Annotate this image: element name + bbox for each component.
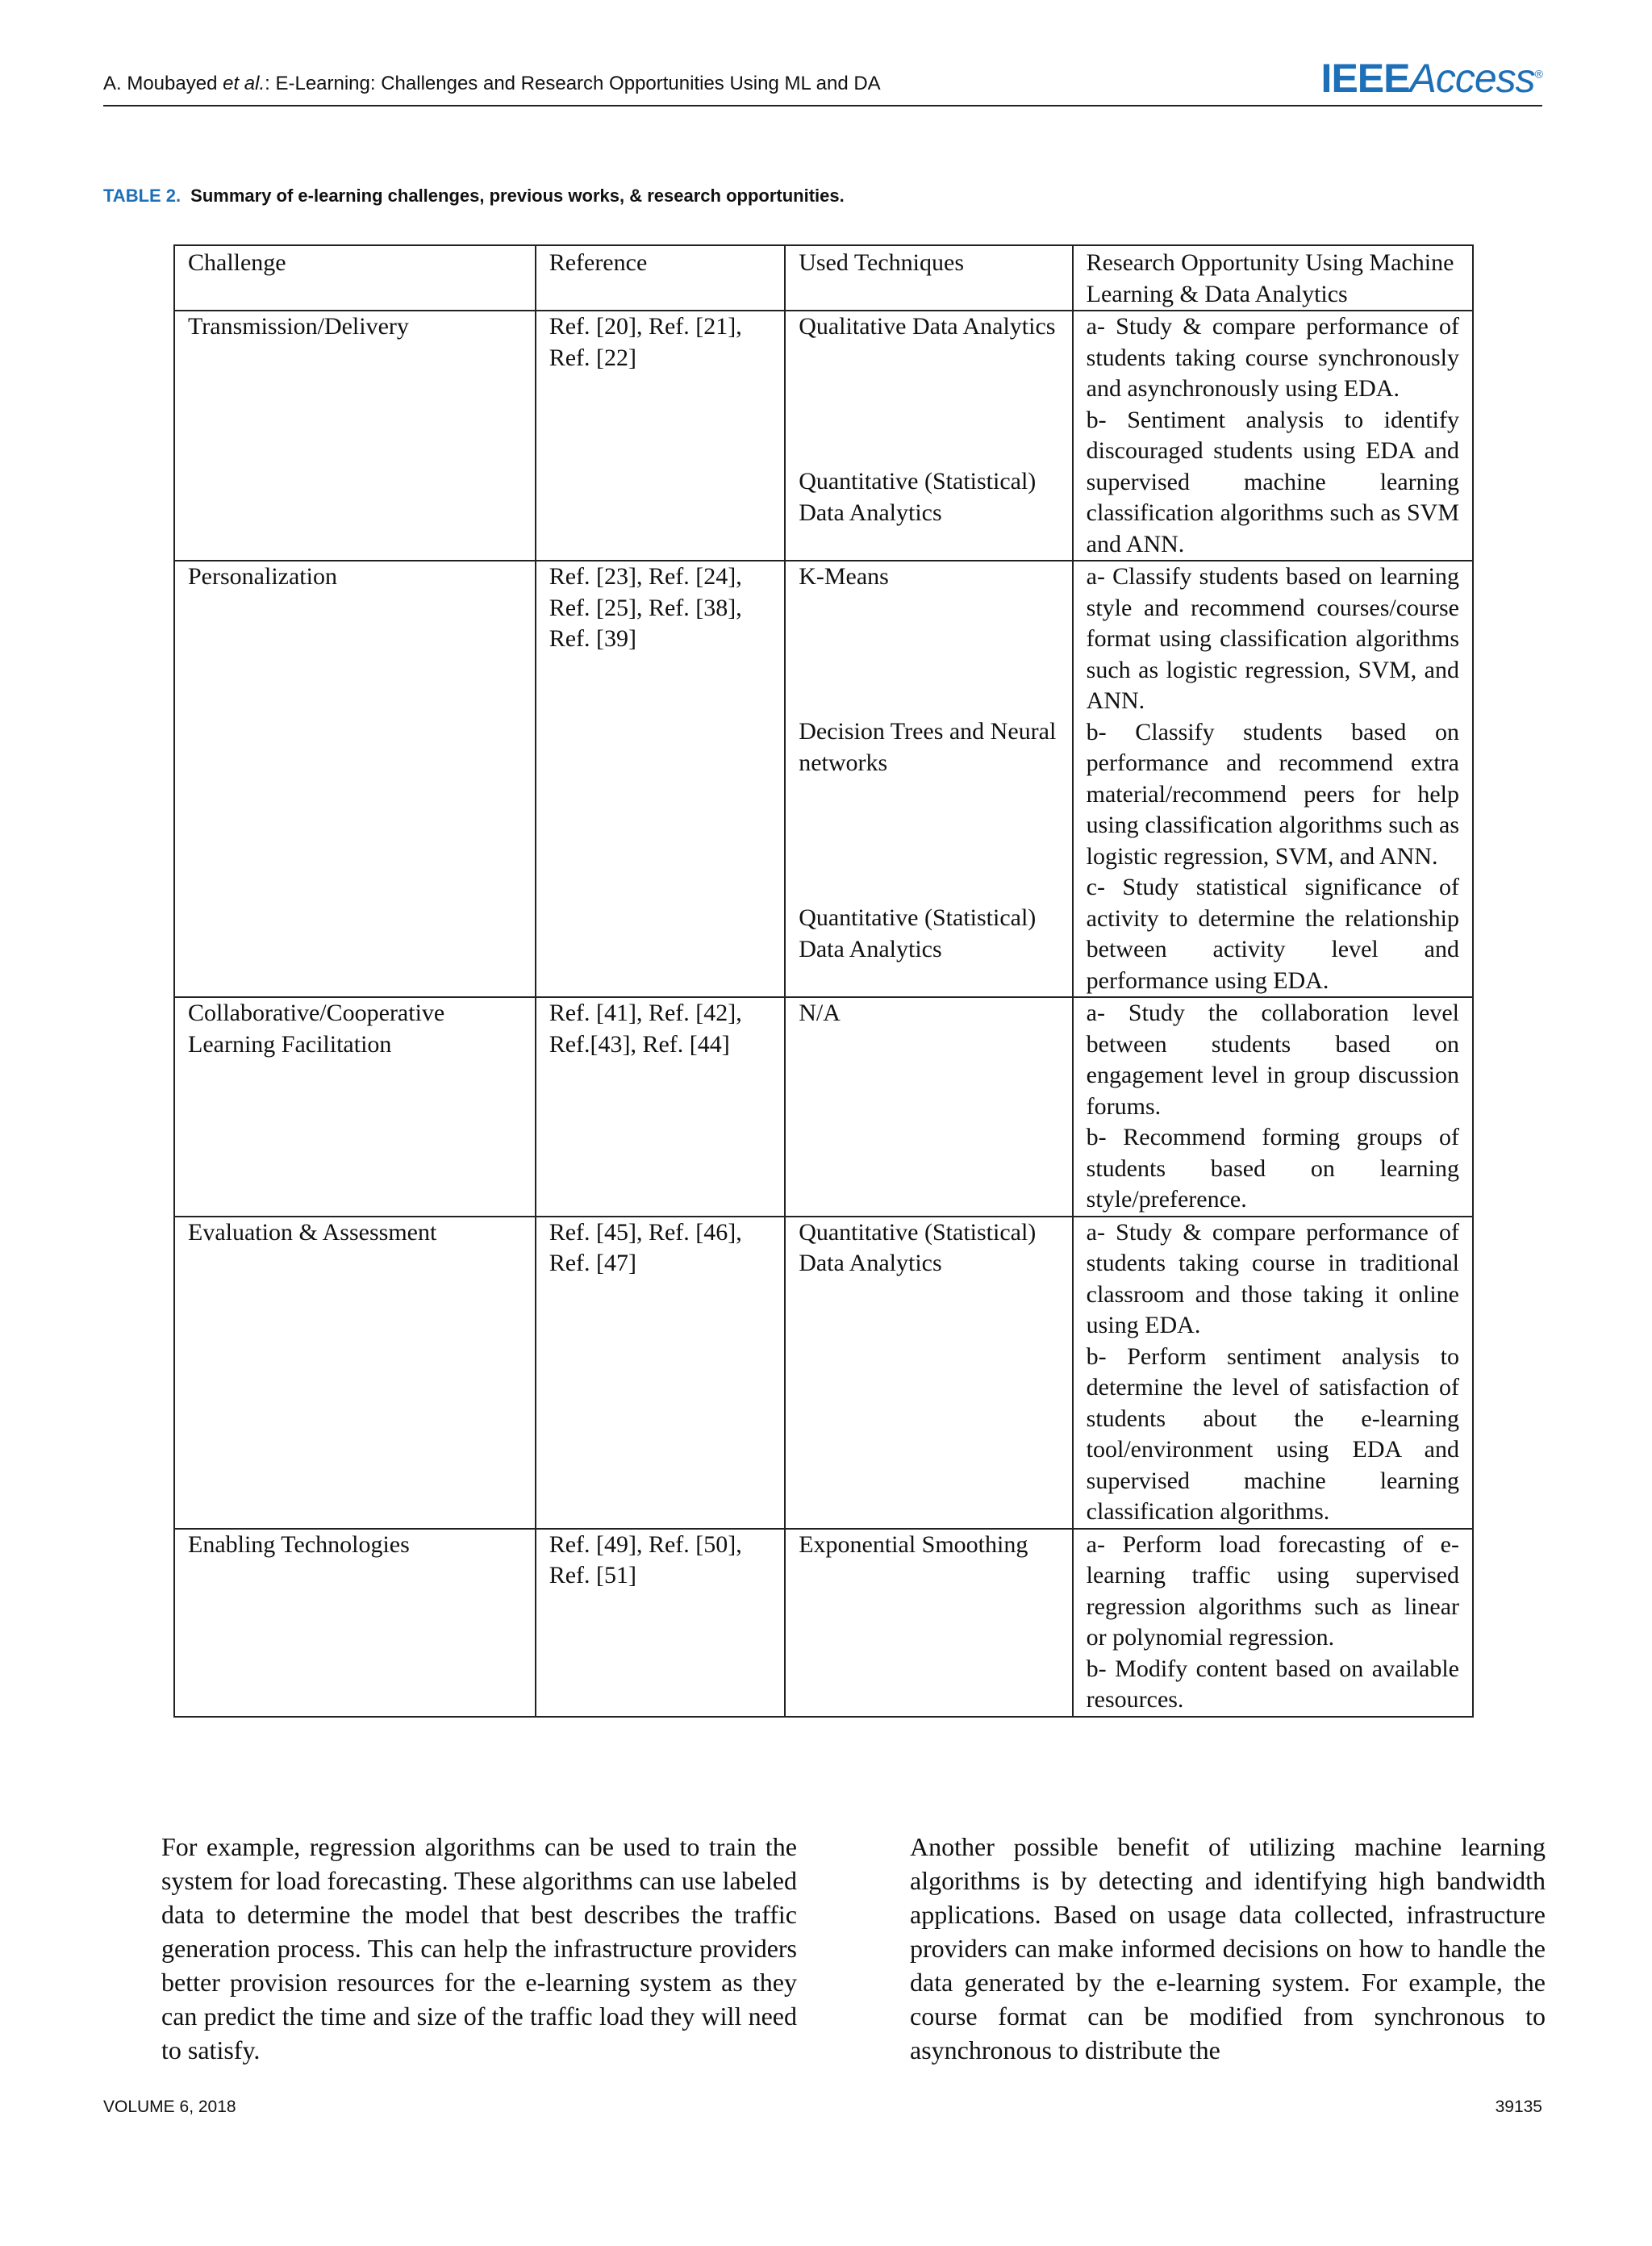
table-row (174, 1217, 1473, 1529)
challenge-cell: Collaborative/Cooperative Learning Facilitation (174, 997, 536, 1217)
table-caption-label: TABLE 2. (103, 186, 181, 206)
reference-cell: Ref. [45], Ref. [46], Ref. [47] (536, 1217, 786, 1529)
summary-table (173, 244, 1474, 1718)
opportunity-item: b- Modify content based on available resources. (1086, 1655, 1459, 1713)
running-head-et-al: et al. (223, 73, 265, 94)
technique-item: Exponential Smoothing (799, 1530, 1028, 1558)
logo-ieee-text: IEEE (1320, 56, 1410, 101)
table-row (174, 997, 1473, 1217)
opportunity-cell (1073, 1529, 1473, 1717)
footer-page-number: 39135 (1495, 2098, 1542, 2116)
column-header-techniques: Used Techniques (785, 245, 1072, 311)
reference-cell: Ref. [49], Ref. [50], Ref. [51] (536, 1529, 786, 1717)
techniques-cell (785, 997, 1072, 1217)
opportunity-item: b- Sentiment analysis to identify discouraged students using EDA and supervised machine learning classification algorithms such as SVM and ANN. (1086, 406, 1459, 557)
table-row (174, 561, 1473, 997)
techniques-cell (785, 311, 1072, 561)
opportunity-item: a- Study the collaboration level between students based on engagement level in group discussion forums. (1086, 1000, 1459, 1120)
opportunity-item: b- Classify students based on performance and recommend extra material/recommend peers for help using classification algorithms such as logistic regression, SVM, and ANN. (1086, 718, 1459, 870)
page-header (103, 56, 1542, 106)
techniques-cell (785, 1529, 1072, 1717)
body-paragraph-right: Another possible benefit of utilizing machine learning algorithms is by detecting and identifying high bandwidth applications. Based on usage data collected, infrastructure providers can make informed decisions on how to handle the data generated by the e-learning system. For example, the course format can be modified from synchronous to asynchronous to distribute the (910, 1832, 1546, 2064)
technique-item: Decision Trees and Neural networks (799, 718, 1057, 776)
opportunity-item: a- Classify students based on learning style and recommend courses/course format using classification algorithms such as logistic regression, SVM, and ANN. (1086, 563, 1459, 714)
opportunity-item: a- Study & compare performance of students taking course in traditional classroom and those taking it online using EDA. (1086, 1218, 1459, 1338)
opportunity-cell (1073, 1217, 1473, 1529)
body-paragraph-left: For example, regression algorithms can be used to train the system for load forecasting. These algorithms can use labeled data to determine the model that best describes the traffic generation process. This can help the infrastructure providers better provision resources for the e-learning system as they can predict the time and size of the traffic load they will need to satisfy. (161, 1832, 797, 2064)
opportunity-item: b- Recommend forming groups of students based on learning style/preference. (1086, 1124, 1459, 1213)
challenge-cell: Evaluation & Assessment (174, 1217, 536, 1529)
opportunity-cell (1073, 561, 1473, 997)
reference-cell: Ref. [23], Ref. [24], Ref. [25], Ref. [38], Ref. [39] (536, 561, 786, 997)
technique-item: Qualitative Data Analytics (799, 313, 1056, 340)
reference-cell: Ref. [41], Ref. [42], Ref.[43], Ref. [44] (536, 997, 786, 1217)
challenge-cell: Transmission/Delivery (174, 311, 536, 561)
footer-volume: VOLUME 6, 2018 (103, 2098, 236, 2116)
opportunity-item: a- Perform load forecasting of e-learning traffic using supervised regression algorithms such as linear or polynomial regression. (1086, 1530, 1459, 1651)
opportunity-cell (1073, 997, 1473, 1217)
technique-item: N/A (799, 1000, 841, 1026)
techniques-cell (785, 561, 1072, 997)
running-head-title: E-Learning: Challenges and Research Opportunities Using ML and DA (275, 73, 881, 94)
challenge-cell: Enabling Technologies (174, 1529, 536, 1717)
reference-cell: Ref. [20], Ref. [21], Ref. [22] (536, 311, 786, 561)
opportunity-item: b- Perform sentiment analysis to determine the level of satisfaction of students about the e-learning tool/environment using EDA and supervised machine learning classification algorithms. (1086, 1342, 1459, 1525)
table-row (174, 311, 1473, 561)
challenge-cell: Personalization (174, 561, 536, 997)
table-header-row (174, 245, 1473, 311)
table-caption (103, 186, 845, 207)
ieee-access-logo (1321, 55, 1542, 102)
logo-access-text: Access (1409, 56, 1535, 101)
technique-item: Quantitative (Statistical) Data Analytics (799, 1218, 1037, 1276)
technique-item: Quantitative (Statistical) Data Analytics (799, 904, 1037, 962)
opportunity-item: c- Study statistical significance of activity to determine the relationship between activity level and performance using EDA. (1086, 874, 1459, 994)
technique-item: Quantitative (Statistical) Data Analytics (799, 468, 1037, 526)
opportunity-cell (1073, 311, 1473, 561)
running-head-authors: A. Moubayed (103, 73, 218, 94)
opportunity-item: a- Study & compare performance of students taking course synchronously and asynchronously using EDA. (1086, 313, 1459, 402)
logo-trademark: ® (1534, 67, 1542, 81)
column-header-reference: Reference (536, 245, 786, 311)
table-caption-text: Summary of e-learning challenges, previous works, & research opportunities. (190, 186, 845, 206)
running-head-separator: : (265, 73, 276, 94)
technique-item: K-Means (799, 563, 889, 590)
table-row (174, 1529, 1473, 1717)
column-header-challenge: Challenge (174, 245, 536, 311)
techniques-cell (785, 1217, 1072, 1529)
running-head (103, 73, 881, 95)
column-header-opportunity: Research Opportunity Using Machine Learning & Data Analytics (1073, 245, 1473, 311)
